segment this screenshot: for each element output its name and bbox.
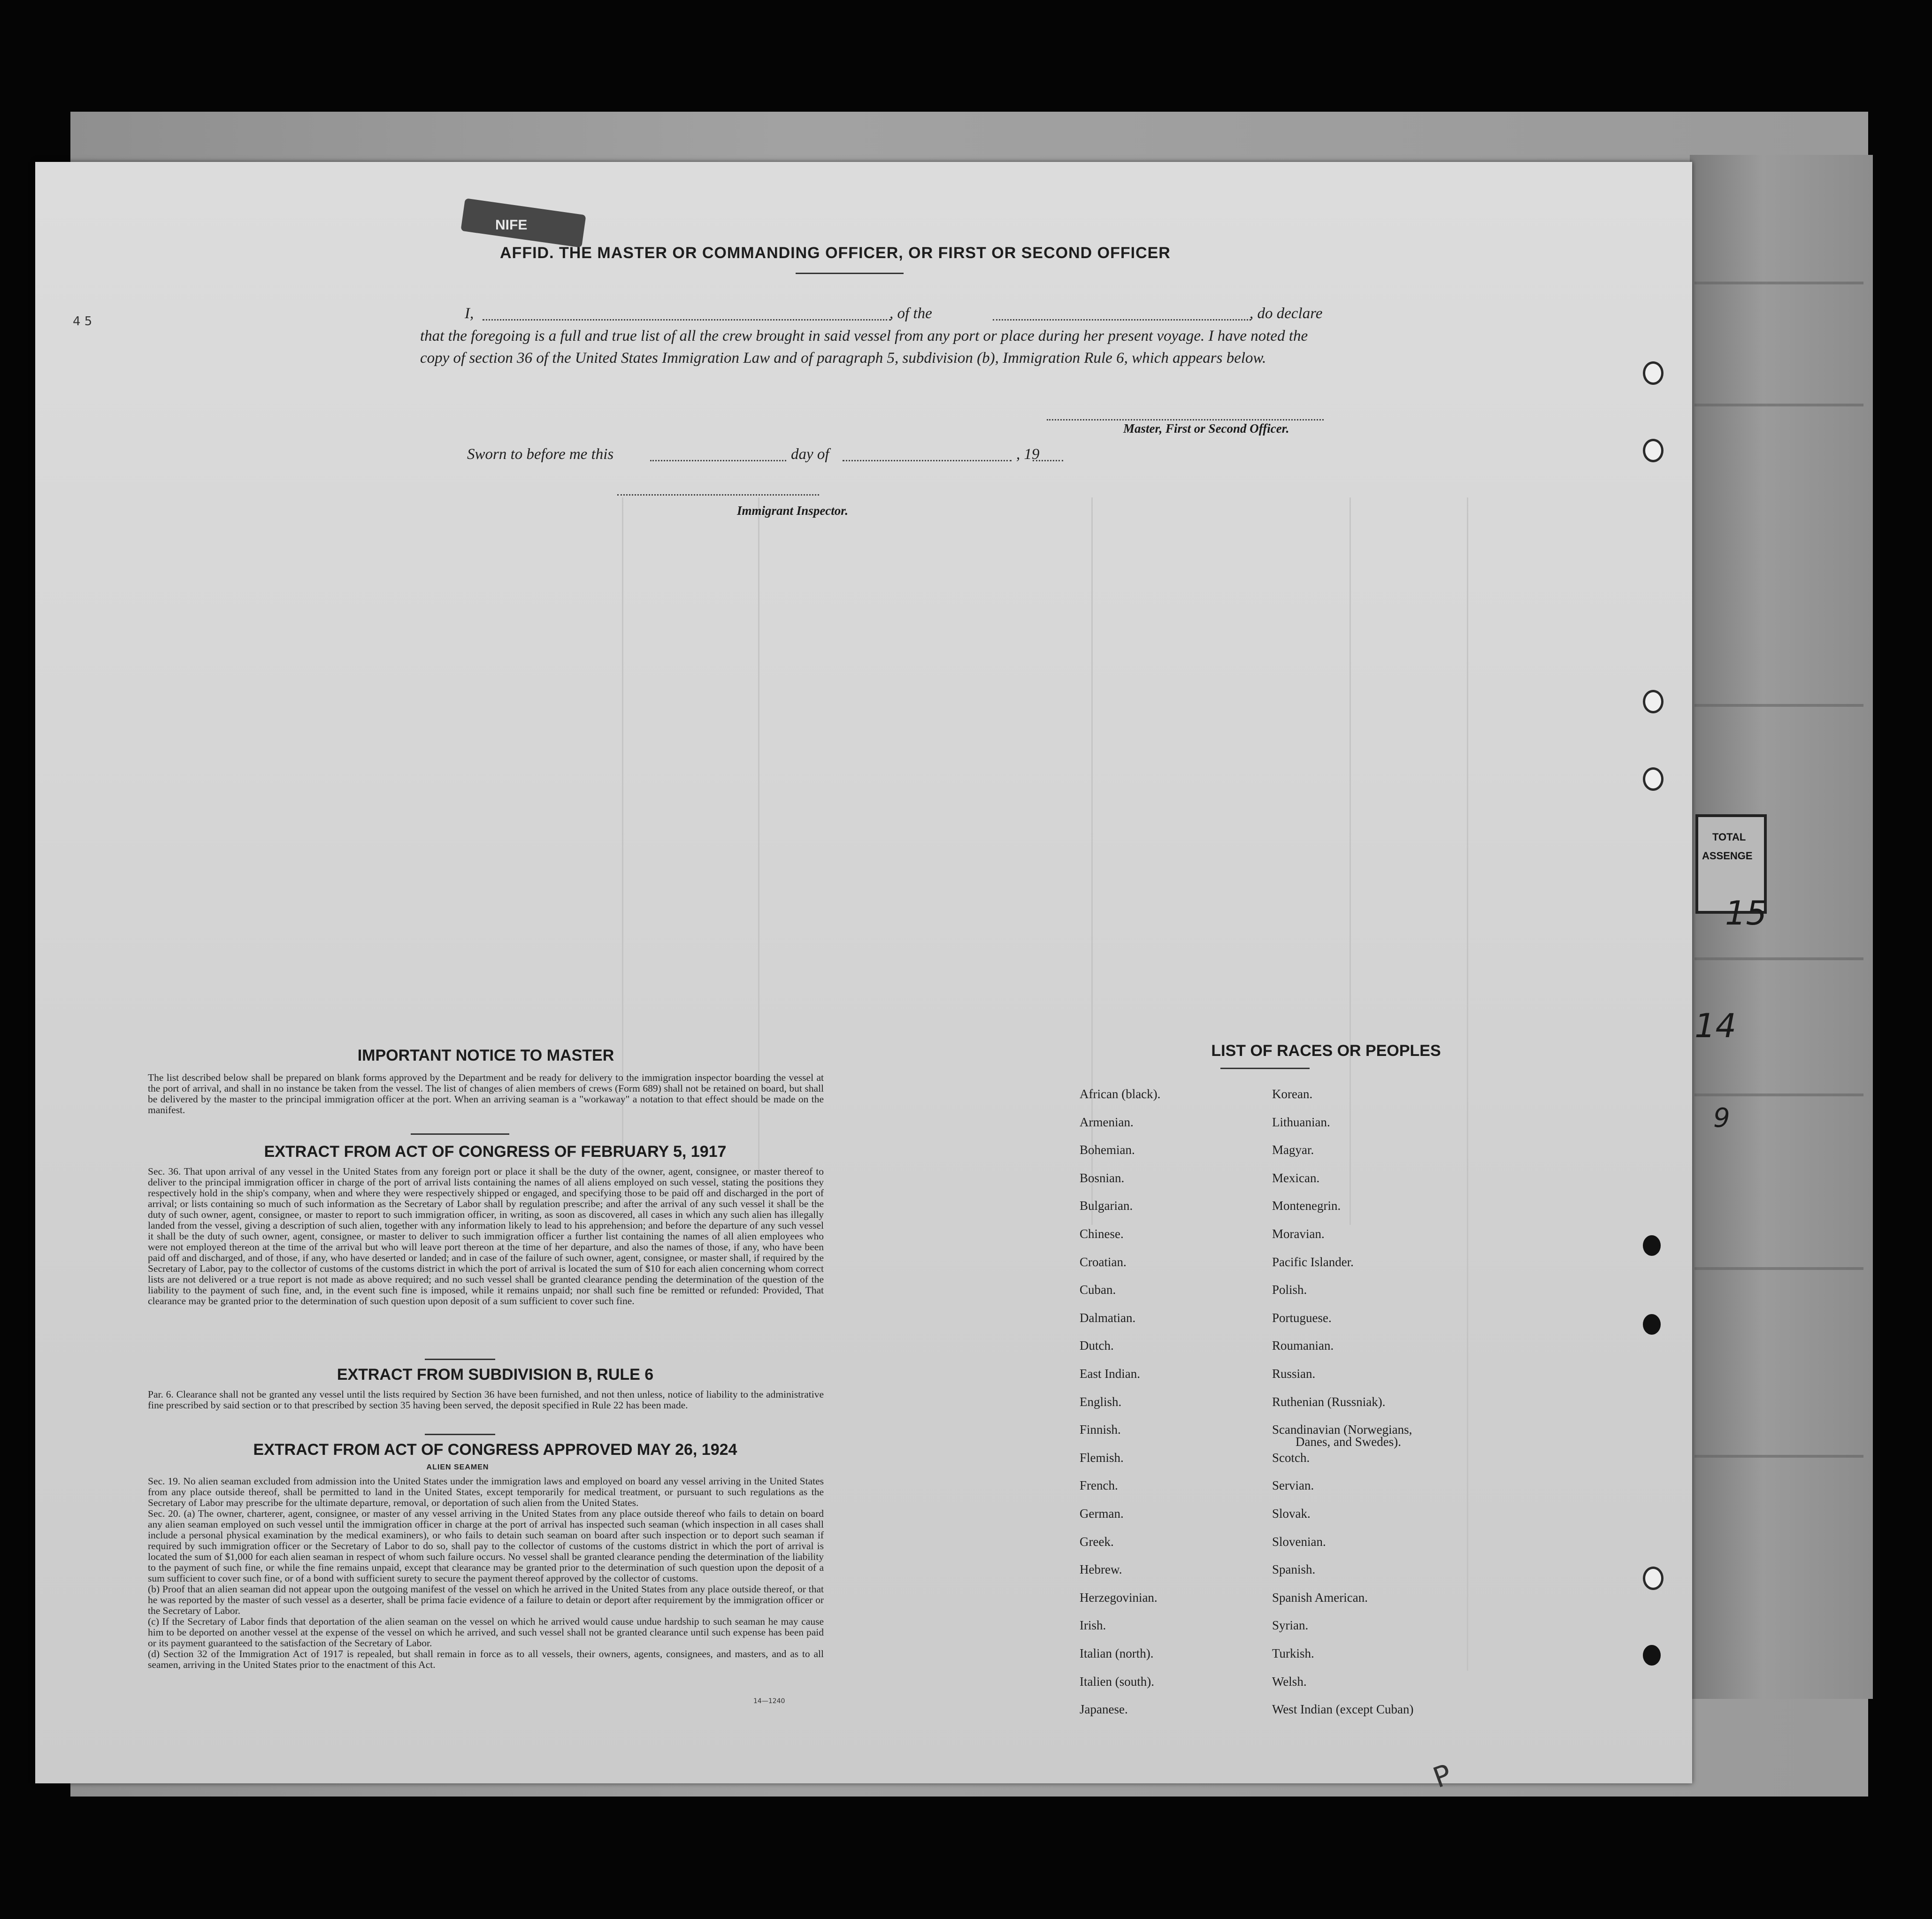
race-item: Turkish. [1272, 1646, 1314, 1660]
obscured-header: NIFE [495, 217, 528, 233]
back-sheet-rule [1694, 1093, 1863, 1096]
race-item: German. [1080, 1506, 1124, 1521]
punch-hole [1643, 690, 1664, 713]
handwritten-number: 15 [1725, 894, 1767, 933]
inspector-caption: Immigrant Inspector. [737, 504, 849, 518]
punch-hole [1643, 1235, 1661, 1256]
races-title: LIST OF RACES OR PEOPLES [1211, 1042, 1441, 1060]
race-item: Cuban. [1080, 1283, 1116, 1297]
back-sheet-rule [1694, 1267, 1863, 1270]
notice-title: IMPORTANT NOTICE TO MASTER [357, 1047, 614, 1064]
name-blank [483, 319, 891, 321]
race-item: Hebrew. [1080, 1562, 1122, 1577]
race-item: African (black). [1080, 1087, 1161, 1101]
race-item: Slovenian. [1272, 1534, 1326, 1549]
race-item: Russian. [1272, 1367, 1316, 1381]
section-rule [411, 1133, 509, 1135]
race-item: French. [1080, 1478, 1118, 1493]
race-item: Spanish American. [1272, 1590, 1368, 1605]
race-item: Bohemian. [1080, 1143, 1135, 1157]
month-blank [843, 460, 1012, 461]
race-item: Slovak. [1272, 1506, 1311, 1521]
year-blank [1033, 460, 1063, 461]
margin-mark: 4 5 [73, 314, 92, 329]
bleed-through-rule [1349, 497, 1351, 1225]
punch-hole [1643, 767, 1664, 791]
signature-caption: Master, First or Second Officer. [1123, 421, 1289, 436]
race-item: Bosnian. [1080, 1170, 1125, 1185]
race-item: Japanese. [1080, 1702, 1128, 1717]
race-item: Scandinavian (Norwegians, [1272, 1422, 1412, 1437]
declaration-body: that the foregoing is a full and true list of all the crew brought in said vessel from any port or place during her present voyage. I have noted the copy of section 36 of the United States Immigration Law and of paragraph 5, subdivision (b), Immigration Rule 6, which appears below. [420, 328, 1308, 367]
race-item: Flemish. [1080, 1450, 1124, 1465]
race-item: Moravian. [1272, 1227, 1325, 1241]
section-rule [425, 1434, 495, 1435]
race-item: English. [1080, 1394, 1122, 1409]
day-blank [650, 460, 786, 461]
bleed-through-rule [1467, 497, 1468, 1671]
inspector-line [617, 494, 819, 496]
sworn-year: , 19 [1016, 446, 1040, 463]
race-item: Irish. [1080, 1618, 1106, 1633]
extract-rule6-title: EXTRACT FROM SUBDIVISION B, RULE 6 [337, 1366, 654, 1384]
vessel-blank [993, 319, 1251, 321]
punch-hole [1643, 361, 1664, 385]
punch-hole [1643, 1567, 1664, 1590]
race-item: Greek. [1080, 1534, 1114, 1549]
race-item: Armenian. [1080, 1115, 1134, 1129]
race-item: Montenegrin. [1272, 1199, 1341, 1213]
handwritten-number: 9 [1713, 1103, 1730, 1133]
sworn-start: Sworn to before me this [467, 446, 614, 463]
back-sheet-rule [1694, 704, 1863, 707]
back-sheet-rule [1694, 1455, 1863, 1458]
stamp-line-2: ASSENGE [1702, 850, 1753, 862]
race-item: Korean. [1272, 1087, 1313, 1101]
race-item: Lithuanian. [1272, 1115, 1330, 1129]
race-item: Pacific Islander. [1272, 1254, 1354, 1269]
race-item: Dutch. [1080, 1338, 1114, 1353]
race-item: East Indian. [1080, 1367, 1140, 1381]
race-item: Scotch. [1272, 1450, 1310, 1465]
race-item: Portuguese. [1272, 1310, 1332, 1325]
title-rule [796, 273, 904, 274]
race-item: Magyar. [1272, 1143, 1314, 1157]
section-rule [425, 1359, 495, 1360]
race-item: Herzegovinian. [1080, 1590, 1158, 1605]
race-item: Polish. [1272, 1283, 1307, 1297]
signature-line [1047, 419, 1324, 420]
bleed-through-rule [622, 497, 623, 1225]
notice-body: The list described below shall be prepared on blank forms approved by the Department and be ready for delivery to the immigration inspector boarding the vessel at the port of arrival, and shall in no instance be taken from the vessel. The list of changes of alien members of crews (Form 689) shall not be retained on board, but shall be delivered by the master to the principal immigration officer at the port. When an arriving seaman is a "workaway" a notation to that effect should be made on the manifest. [148, 1072, 824, 1116]
extract-1924-body: Sec. 19. No alien seaman excluded from admission into the United States under the immigration laws and employed on board any vessel arriving in the United States from any place outside thereof, shall be permitted to land in the United States, except temporarily for medical treatment, or pursuant to such regulations as the Secretary of Labor may prescribe for the ultimate departure, removal, or deportation of such alien from the United States. Sec. 20. (a) The owner, charterer, agent, consignee, or master of any vessel arriving in the United States from any place outside thereof who fails to detain on board any alien seaman employed on such vessel until the immigration officer in charge at the port of arrival has inspected such seaman (which inspection in all cases shall include a personal physical examination by the medical examiners), or who fails to detain such seaman on board after such inspection or to deport such seaman if required by such immigration officer or the Secretary of Labor to do so, shall pay to the collector of customs of the customs district in which the port of arrival is located the sum of $1,000 for each alien seaman in respect of whom such failure occurs. No vessel shall be granted clearance pending the determination of the liability to the payment of such fine, or while the fine remains unpaid, except that clearance may be granted prior to the determination of such question upon the deposit of a sum sufficient to cover such fine, or of a bond with sufficient surety to secure the payment thereof approved by the collector of customs. (b) Proof that an alien seaman did not appear upon the outgoing manifest of the vessel on which he arrived in the United States from any place outside thereof, or that he was reported by the master of such vessel as a deserter, shall be prima facie evidence of a failure to detain or deport after requirement by the immigration officer or the Secretary of Labor. (c) If the Secretary of Labor finds that deportation of the alien seaman on the vessel on which he arrived would cause undue hardship to such seaman he may cause him to be deported on another vessel at the expense of the vessel on which he arrived, and such vessel shall not be granted clearance until such expense has been paid or its payment guaranteed to the satisfaction of the Secretary of Labor. (d) Section 32 of the Immigration Act of 1917 is repealed, but shall remain in force as to all vessels, their owners, agents, consignees, and masters, and as to all seamen, arriving in the United States prior to the enactment of this Act. [148, 1476, 824, 1670]
punch-hole [1643, 1645, 1661, 1666]
sworn-day: day of [791, 446, 829, 463]
race-item: Ruthenian (Russniak). [1272, 1394, 1386, 1409]
race-item: Croatian. [1080, 1254, 1127, 1269]
race-item: Mexican. [1272, 1170, 1320, 1185]
race-item: Finnish. [1080, 1422, 1121, 1437]
race-item: Roumanian. [1272, 1338, 1334, 1353]
extract-1917-body: Sec. 36. That upon arrival of any vessel in the United States from any foreign port or place it shall be the duty of the owner, agent, consignee, or master thereof to deliver to the principal immigration officer in charge of the port of arrival lists containing the names of all aliens employed on such vessel, stating the positions they respectively hold in the ship's company, when and where they were respectively shipped or engaged, and specifying those to be paid off and discharged in the port of arrival; or lists containing so much of such information as the Secretary of Labor shall by regulation prescribe; and after the arrival of any such vessel it shall be the duty of such owner, agent, consignee, or master to report to such immigration officer, in writing, as soon as discovered, all cases in which any such alien has illegally landed from the vessel, giving a description of such alien, together with any information likely to lead to his apprehension; and before the departure of any such vessel it shall be the duty of such owner, agent, consignee, or master to deliver to such immigration officer a further list containing the names of all alien employees who were not employed thereon at the time of the arrival but who will leave port thereon at the time of her departure, and also the names of those, if any, who have been paid off and discharged, and of those, if any, who have deserted or landed; and in case of the failure of such owner, agent, consignee, or master shall, if required by the Secretary of Labor, pay to the collector of customs of the customs district in which the port of arrival is located the sum of $10 for each alien concerning whom correct lists are not delivered or a true report is not made as above required; and no such vessel shall be granted clearance pending the determination of the question of the liability to the payment of such fine, and, in the event such fine is imposed, while it remains unpaid; nor shall such fine be remitted or refunded: Provided, That clearance may be granted prior to the determination of such question upon deposit of a sum sufficient to cover such fine. [148, 1166, 824, 1307]
race-item: Italian (north). [1080, 1646, 1154, 1660]
declaration-mid: , of the [889, 305, 932, 322]
race-item: Spanish. [1272, 1562, 1316, 1577]
race-item: Danes, and Swedes). [1296, 1435, 1401, 1449]
race-item: Bulgarian. [1080, 1199, 1133, 1213]
race-item: Syrian. [1272, 1618, 1309, 1633]
back-sheet-rule [1694, 282, 1863, 284]
race-item: West Indian (except Cuban) [1272, 1702, 1414, 1717]
stamp-line-1: TOTAL [1712, 831, 1746, 843]
declaration-end: , do declare [1250, 305, 1323, 322]
handwritten-mark: P [1429, 1758, 1457, 1795]
declaration-start: I, [465, 305, 474, 322]
race-item: Dalmatian. [1080, 1310, 1136, 1325]
affidavit-title: AFFID. THE MASTER OR COMMANDING OFFICER, OR FIRST OR SECOND OFFICER [500, 244, 1171, 262]
race-item: Servian. [1272, 1478, 1314, 1493]
section-rule [1220, 1068, 1310, 1069]
back-sheet-rule [1694, 404, 1863, 406]
race-item: Welsh. [1272, 1674, 1307, 1689]
extract-1924-subtitle: ALIEN SEAMEN [426, 1463, 489, 1471]
manifest-page [35, 162, 1692, 1795]
extract-1924-title: EXTRACT FROM ACT OF CONGRESS APPROVED MAY 26, 1924 [253, 1441, 737, 1459]
extract-rule6-body: Par. 6. Clearance shall not be granted any vessel until the lists required by Section 36 have been furnished, and not then unless, notice of liability to the administrative fine prescribed by said section or to that prescribed by section 35 having been served, the deposit specified in Rule 22 has been made. [148, 1389, 824, 1411]
form-number: 14—1240 [753, 1697, 785, 1705]
bleed-through-rule [758, 497, 759, 1225]
extract-1917-title: EXTRACT FROM ACT OF CONGRESS OF FEBRUARY 5, 1917 [264, 1143, 727, 1161]
race-item: Italien (south). [1080, 1674, 1154, 1689]
race-item: Chinese. [1080, 1227, 1124, 1241]
punch-hole [1643, 439, 1664, 462]
back-sheet-edge [1690, 155, 1873, 1699]
handwritten-number: 14 [1694, 1007, 1737, 1045]
punch-hole [1643, 1314, 1661, 1335]
back-sheet-rule [1694, 957, 1863, 960]
